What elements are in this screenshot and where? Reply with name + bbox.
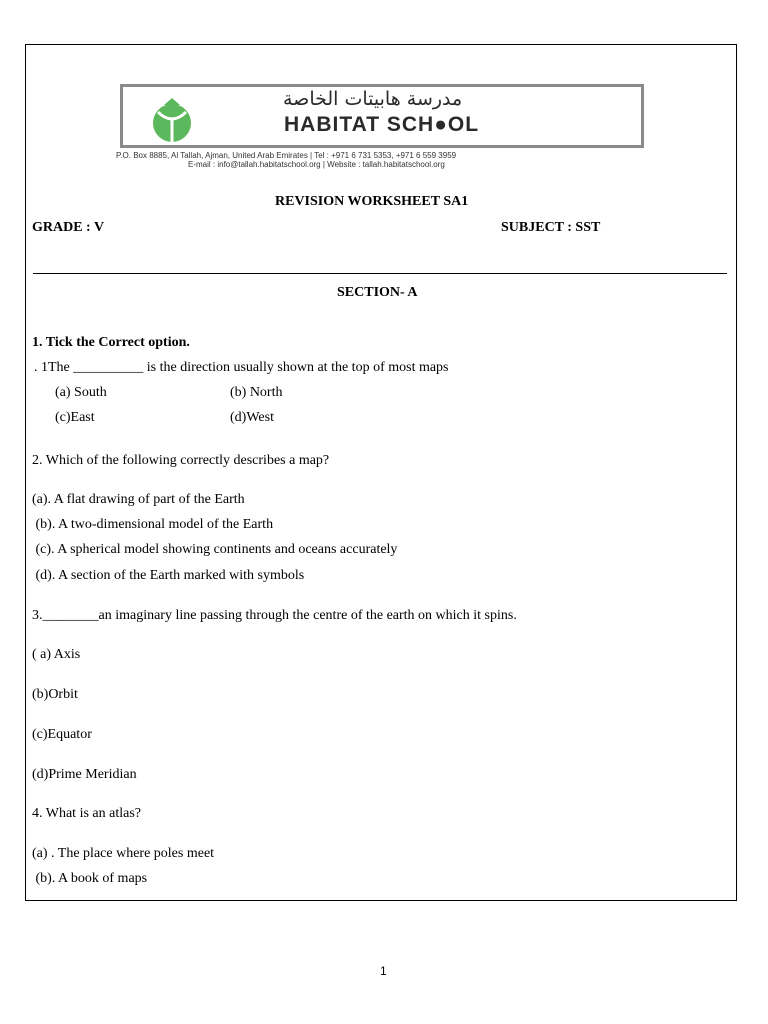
school-name: HABITAT SCH●OL bbox=[284, 113, 480, 136]
header-divider bbox=[33, 273, 727, 274]
page-number: 1 bbox=[380, 964, 387, 978]
q4-option-b: (b). A book of maps bbox=[32, 871, 148, 886]
q2-option-b: (b). A two-dimensional model of the Earth bbox=[32, 517, 274, 532]
question-3: 3.________an imaginary line passing through the centre of the earth on which it spins. bbox=[32, 608, 517, 623]
question-1: . 1The __________ is the direction usually shown at the top of most maps bbox=[34, 360, 449, 375]
q3-option-d: (d)Prime Meridian bbox=[32, 767, 137, 782]
q1-option-a: (a) South bbox=[55, 385, 107, 400]
q2-option-c: (c). A spherical model showing continents and oceans accurately bbox=[32, 542, 398, 557]
question-2: 2. Which of the following correctly describes a map? bbox=[32, 453, 330, 468]
instruction-text: 1. Tick the Correct option. bbox=[32, 335, 190, 350]
q3-option-c: (c)Equator bbox=[32, 727, 92, 742]
grade-label: GRADE : V bbox=[32, 220, 105, 235]
q1-option-c: (c)East bbox=[55, 410, 95, 425]
q3-option-b: (b)Orbit bbox=[32, 687, 78, 702]
q3-option-a: ( a) Axis bbox=[32, 647, 81, 662]
q2-option-d: (d). A section of the Earth marked with symbols bbox=[32, 568, 305, 583]
subject-label: SUBJECT : SST bbox=[501, 220, 601, 235]
worksheet-title: REVISION WORKSHEET SA1 bbox=[275, 194, 469, 209]
contact-email-website: E-mail : info@tallah.habitatschool.org | Website : tallah.habitatschool.org bbox=[188, 160, 445, 169]
contact-address: P.O. Box 8885, Al Tallah, Ajman, United Arab Emirates | Tel : +971 6 731 5353, +971 6 559 3959 bbox=[116, 151, 457, 160]
q1-option-d: (d)West bbox=[230, 410, 274, 425]
q2-option-a: (a). A flat drawing of part of the Earth bbox=[32, 492, 245, 507]
q4-option-a: (a) . The place where poles meet bbox=[32, 846, 215, 861]
question-4: 4. What is an atlas? bbox=[32, 806, 141, 821]
school-name-arabic: مدرسة هابيتات الخاصة bbox=[283, 88, 463, 110]
school-logo-icon bbox=[146, 96, 198, 144]
q1-option-b: (b) North bbox=[230, 385, 283, 400]
section-heading: SECTION- A bbox=[337, 285, 418, 300]
